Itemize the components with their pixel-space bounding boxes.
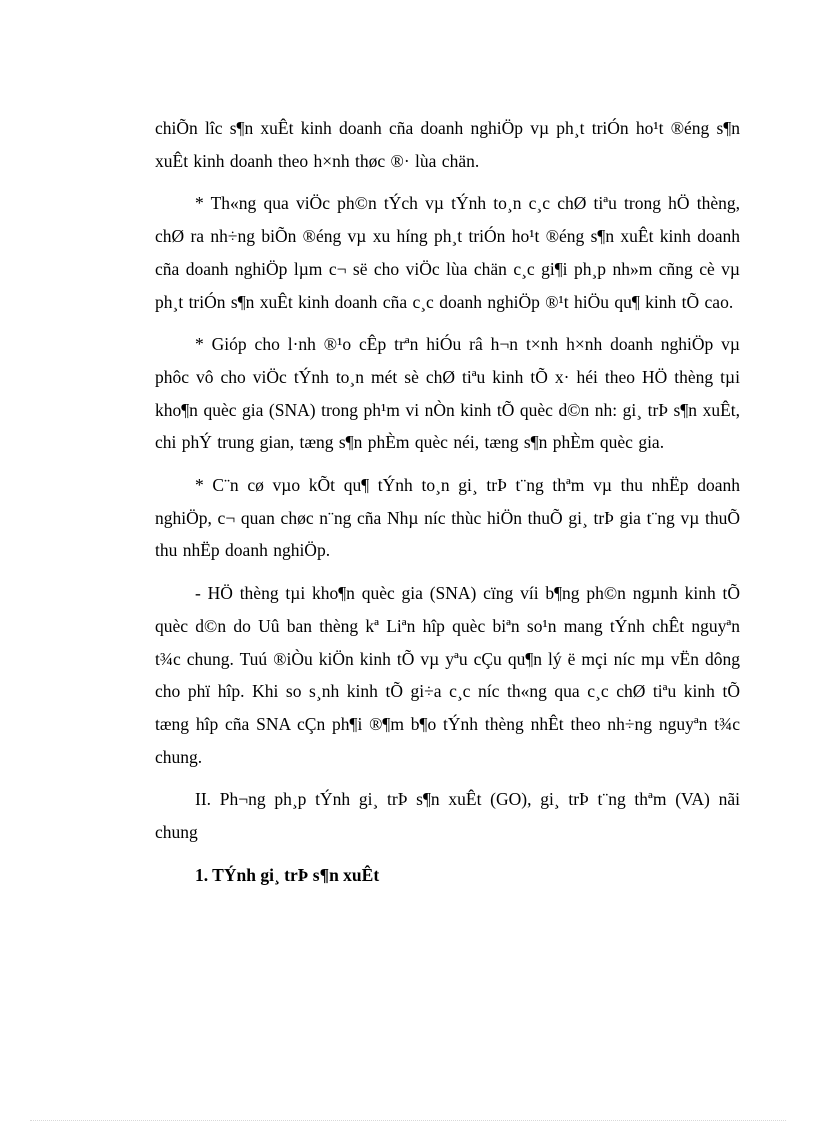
paragraph-indicator-analysis: * Th«ng qua viÖc ph©n tÝch vµ tÝnh to¸n c¸c chØ tiªu trong hÖ thèng, chØ ra nh÷ng biÕn ®éng vµ xu híng ph¸t triÓn ho¹t ®éng s¶n xuÊt kinh doanh cña doanh nghiÖp lµm c¬ së cho viÖc lùa chän c¸c gi¶i ph¸p nh»m cñng cè vµ ph¸t triÓn s¶n xuÊt kinh doanh cña c¸c doanh nghiÖp ®¹t hiÖu qu¶ kinh tÕ cao. xyxy=(155,193,740,312)
page-bottom-divider xyxy=(30,1120,786,1121)
paragraph-value-added-tax: * C¨n cø vµo kÕt qu¶ tÝnh to¸n gi¸ trÞ t¨ng thªm vµ thu nhËp doanh nghiÖp, c¬ quan chøc n¨ng cña Nhµ níc thùc hiÖn thuÕ gi¸ trÞ gia t¨ng vµ thuÕ thu nhËp doanh nghiÖp. xyxy=(155,475,740,561)
document-body xyxy=(155,112,740,891)
paragraph-sna-principles: - HÖ thèng tµi kho¶n quèc gia (SNA) cïng víi b¶ng ph©n ngµnh kinh tÕ quèc d©n do Uû ban thèng kª Liªn hîp quèc biªn so¹n mang tÝnh chÊt nguyªn t¾c chung. Tuú ®iÒu kiÖn kinh tÕ vµ yªu cÇu qu¶n lý ë mçi níc mµ vËn dông cho phï hîp. Khi so s¸nh kinh tÕ gi÷a c¸c níc th«ng qua c¸c chØ tiªu kinh tÕ tæng hîp cña SNA cÇn ph¶i ®¶m b¶o tÝnh thèng nhÊt theo nh÷ng nguyªn t¾c chung. xyxy=(155,583,740,767)
paragraph-leadership-sna: * Gióp cho l·nh ®¹o cÊp trªn hiÓu râ h¬n t×nh h×nh doanh nghiÖp vµ phôc vô cho viÖc tÝnh to¸n mét sè chØ tiªu kinh tÕ x· héi theo HÖ thèng tµi kho¶n quèc gia (SNA) trong ph¹m vi nÒn kinh tÕ quèc d©n nh: gi¸ trÞ s¶n xuÊt, chi phÝ trung gian, tæng s¶n phÈm quèc néi, tæng s¶n phÈm quèc gia. xyxy=(155,334,740,453)
section-title-methods: II. Ph¬ng ph¸p tÝnh gi¸ trÞ s¶n xuÊt (GO), gi¸ trÞ t¨ng thªm (VA) nãi chung xyxy=(155,789,740,843)
subsection-heading: 1. TÝnh gi¸ trÞ s¶n xuÊt xyxy=(195,864,380,885)
paragraph-strategy-continuation: chiÕn lîc s¶n xuÊt kinh doanh cña doanh nghiÖp vµ ph¸t triÓn ho¹t ®éng s¶n xuÊt kinh doanh theo h×nh thøc ®· lùa chän. xyxy=(155,118,740,171)
